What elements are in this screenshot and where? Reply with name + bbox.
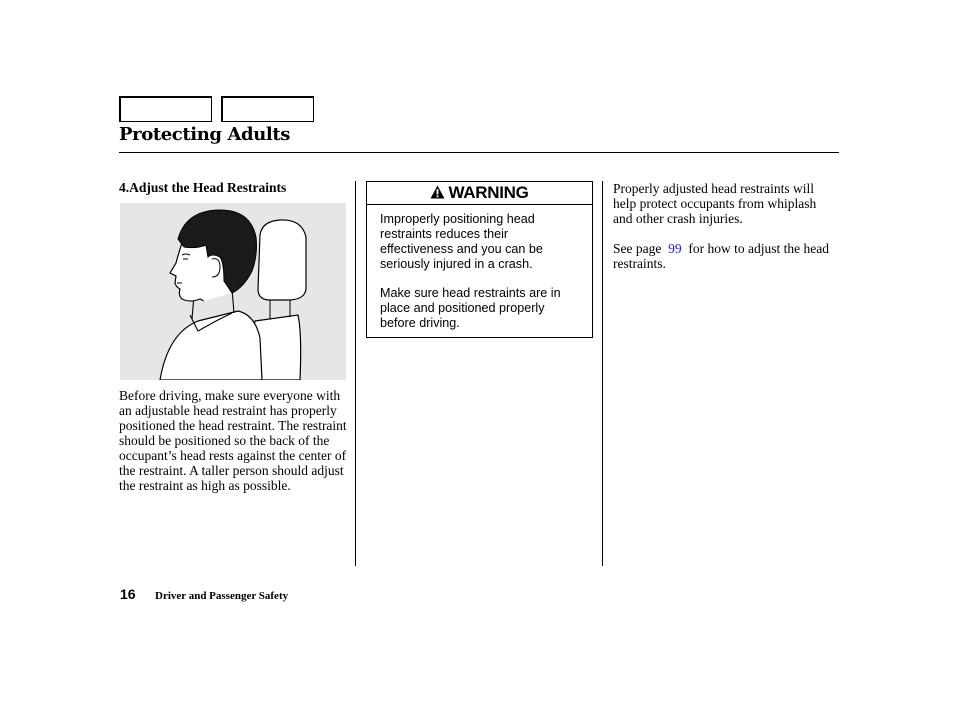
column-divider-right [602, 181, 603, 566]
see-page-suffix: for how to adjust the head restraints. [613, 241, 829, 271]
see-page-prefix: See page [613, 241, 662, 256]
footer-section-label: Driver and Passenger Safety [155, 590, 289, 602]
section-subhead: 4.Adjust the Head Restraints [119, 180, 287, 195]
person-with-head-restraint-illustration [120, 203, 346, 380]
adjust-instructions-text: Before driving, make sure everyone with an adjustable head restraint has properly positioned the head restraint. The restraint should be positioned so the back of the occupant’s head rests against the center of the restraint. A taller person should adjust the restraint as high as possible. [119, 388, 347, 493]
warning-paragraph-1: Improperly positioning head restraints reduces their effectiveness and you can be seriously injured in a crash. [380, 212, 543, 271]
benefit-text: Properly adjusted head restraints will help protect occupants from whiplash and other crash injuries. [613, 181, 817, 226]
page-reference-link[interactable]: 99 [668, 241, 682, 256]
warning-triangle-icon [430, 184, 445, 203]
nav-box-next[interactable] [221, 96, 314, 122]
warning-header [367, 182, 592, 205]
page-number: 16 [120, 586, 136, 602]
title-divider [119, 152, 839, 153]
warning-label: WARNING [448, 183, 529, 202]
nav-box-prev[interactable] [119, 96, 212, 122]
warning-box [366, 181, 593, 338]
column-divider-left [355, 181, 356, 566]
see-page-text [613, 241, 838, 271]
warning-paragraph-2: Make sure head restraints are in place and positioned properly before driving. [380, 286, 561, 330]
head-restraint-illustration [120, 203, 346, 380]
page-title: Protecting Adults [119, 124, 290, 145]
